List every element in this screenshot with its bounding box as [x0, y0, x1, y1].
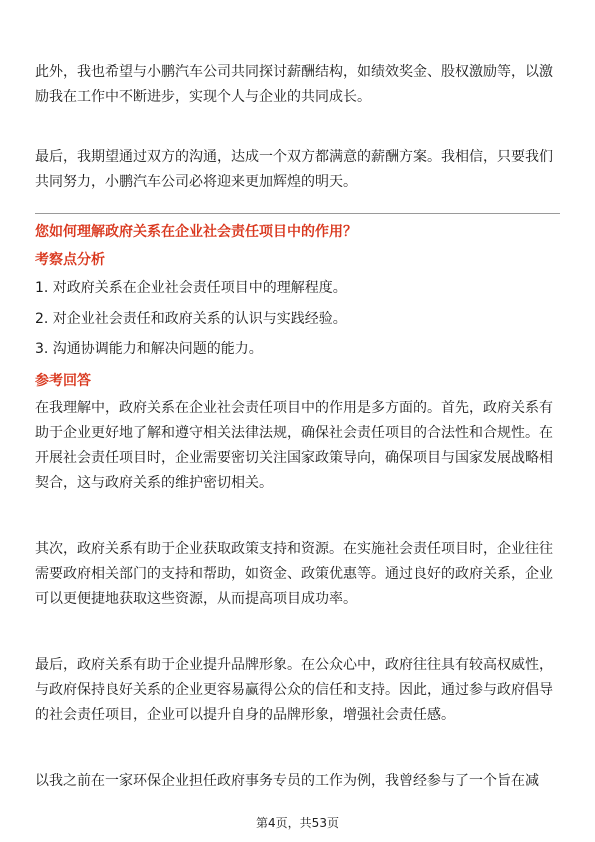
analysis-title: 考察点分析 [35, 252, 105, 268]
answer-paragraph: 其次，政府关系有助于企业获取政策支持和资源。在实施社会责任项目时，企业往往需要政府相关部门的支持和帮助，如资金、政策优惠等。通过良好的政府关系，企业可以更便捷地获取这些资源，从而提高项目成功率。 [35, 541, 553, 607]
paragraph-salary-structure: 此外，我也希望与小鹏汽车公司共同探讨薪酬结构，如绩效奖金、股权激励等，以激励我在工作中不断进步，实现个人与企业的共同成长。 [35, 64, 553, 105]
paragraph-salary-conclusion: 最后，我期望通过双方的沟通，达成一个双方都满意的薪酬方案。我相信，只要我们共同努力，小鹏汽车公司必将迎来更加辉煌的明天。 [35, 149, 553, 190]
analysis-item: 3. 沟通协调能力和解决问题的能力。 [35, 341, 263, 357]
analysis-item: 1. 对政府关系在企业社会责任项目中的理解程度。 [35, 280, 347, 296]
section-divider [35, 213, 560, 214]
page-number: 第4页，共53页 [256, 816, 339, 830]
analysis-item: 2. 对企业社会责任和政府关系的认识与实践经验。 [35, 311, 347, 327]
answer-title: 参考回答 [35, 373, 91, 389]
answer-paragraph: 以我之前在一家环保企业担任政府事务专员的工作为例，我曾经参与了一个旨在减 [35, 773, 539, 789]
question-heading: 您如何理解政府关系在企业社会责任项目中的作用？ [35, 224, 357, 240]
answer-paragraph: 最后，政府关系有助于企业提升品牌形象。在公众心中，政府往往具有较高权威性，与政府保持良好关系的企业更容易赢得公众的信任和支持。因此，通过参与政府倡导的社会责任项目，企业可以提升自身的品牌形象，增强社会责任感。 [35, 657, 553, 723]
answer-paragraph: 在我理解中，政府关系在企业社会责任项目中的作用是多方面的。首先，政府关系有助于企业更好地了解和遵守相关法律法规，确保社会责任项目的合法性和合规性。在开展社会责任项目时，企业需要密切关注国家政策导向，确保项目与国家发展战略相契合，这与政府关系的维护密切相关。 [35, 400, 553, 491]
